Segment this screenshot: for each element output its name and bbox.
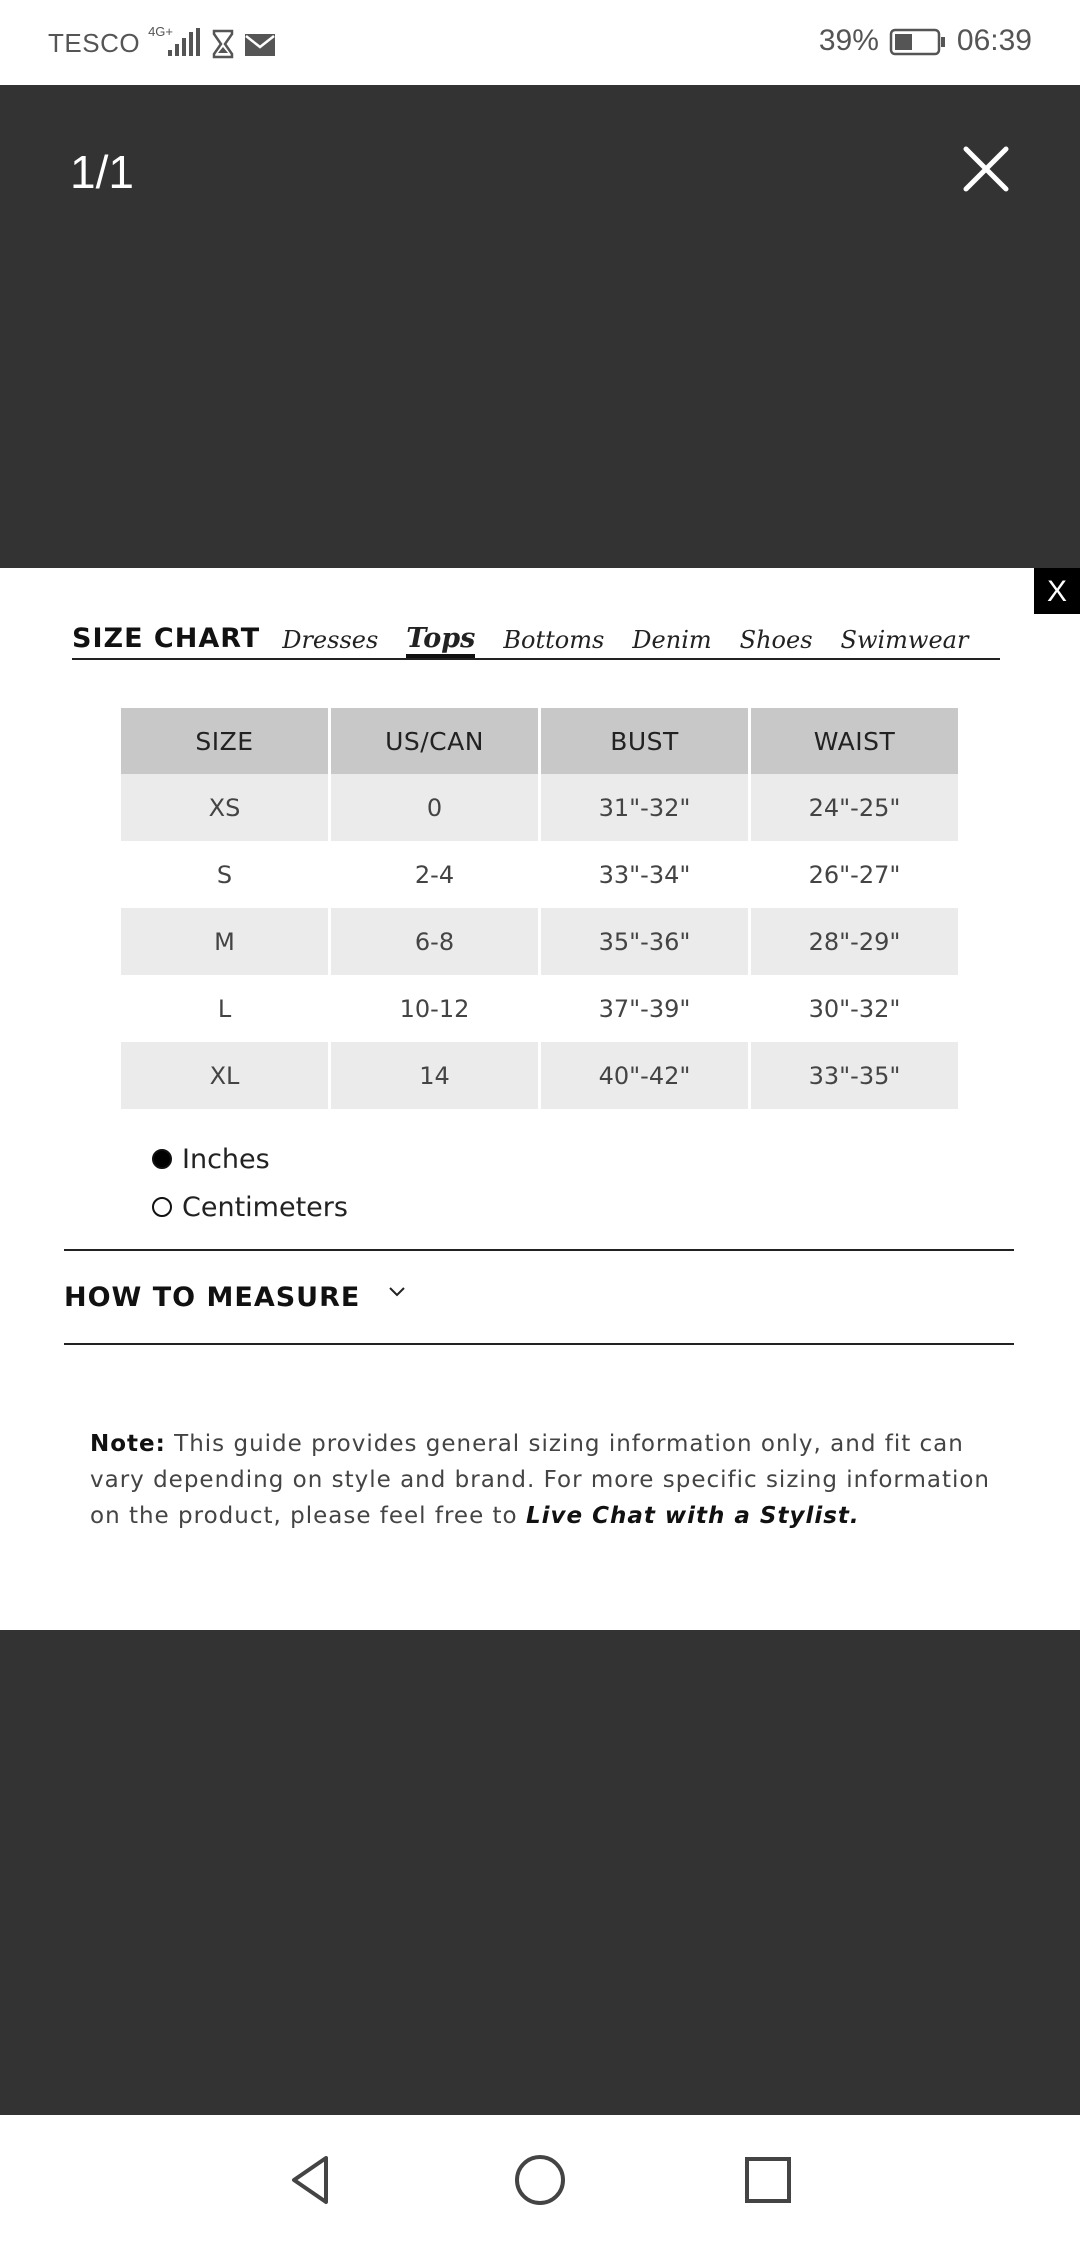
note-body: This guide provides general sizing information only, and fit can vary depending on style and brand. For more specific sizing information on the product, please feel free to bbox=[90, 1431, 991, 1529]
status-right bbox=[819, 24, 1032, 58]
table-cell: 6-8 bbox=[331, 908, 538, 975]
close-icon[interactable] bbox=[958, 141, 1014, 197]
table-cell: S bbox=[216, 860, 233, 889]
unit-option-centimeters[interactable] bbox=[152, 1183, 348, 1231]
how-to-measure-label: HOW TO MEASURE bbox=[64, 1281, 361, 1313]
network-type-label: 4G+ bbox=[148, 24, 174, 39]
recents-square-icon[interactable] bbox=[738, 2150, 798, 2210]
page-counter: 1/1 bbox=[70, 146, 134, 198]
header-waist: WAIST bbox=[751, 708, 958, 774]
header-size: SIZE bbox=[121, 708, 328, 774]
table-cell: 33"-34" bbox=[598, 860, 691, 889]
table-cell: 33"-35" bbox=[751, 1042, 958, 1109]
live-chat-link[interactable]: Live Chat with a Stylist. bbox=[525, 1503, 860, 1529]
table-row bbox=[121, 908, 958, 975]
table-cell: 30"-32" bbox=[808, 994, 901, 1023]
tab-shoes[interactable]: Shoes bbox=[739, 626, 813, 654]
table-cell: L bbox=[217, 994, 232, 1023]
mail-icon bbox=[244, 28, 276, 59]
unit-label-centimeters: Centimeters bbox=[182, 1191, 348, 1223]
tab-bottoms[interactable]: Bottoms bbox=[503, 626, 605, 654]
header-us-can: US/CAN bbox=[331, 708, 538, 774]
status-bar bbox=[0, 0, 1080, 85]
table-cell: 31"-32" bbox=[541, 774, 748, 841]
carrier-label: TESCO bbox=[48, 27, 141, 58]
tab-dresses[interactable]: Dresses bbox=[282, 626, 379, 654]
chevron-down-icon bbox=[388, 1285, 406, 1303]
table-cell: 2-4 bbox=[414, 860, 455, 889]
how-to-measure-toggle[interactable] bbox=[64, 1249, 1014, 1345]
table-row bbox=[121, 1042, 958, 1109]
hourglass-icon bbox=[210, 27, 236, 59]
table-row bbox=[121, 841, 958, 908]
battery-icon bbox=[889, 24, 947, 58]
size-chart-image bbox=[0, 568, 1080, 1630]
unit-selector bbox=[152, 1135, 348, 1231]
battery-percent: 39% bbox=[818, 24, 879, 57]
system-nav-bar bbox=[0, 2115, 1080, 2244]
table-header-row bbox=[121, 708, 958, 774]
table-cell: M bbox=[121, 908, 328, 975]
table-cell: 14 bbox=[331, 1042, 538, 1109]
tab-tops[interactable]: Tops bbox=[406, 623, 475, 658]
table-row bbox=[121, 774, 958, 841]
status-left bbox=[48, 26, 276, 60]
size-chart-header bbox=[72, 620, 1000, 660]
home-circle-icon[interactable] bbox=[510, 2150, 570, 2210]
size-chart-title: SIZE CHART bbox=[72, 623, 261, 654]
table-cell: XL bbox=[121, 1042, 328, 1109]
header-bust: BUST bbox=[541, 708, 748, 774]
radio-checked-icon[interactable] bbox=[152, 1149, 172, 1169]
unit-option-inches[interactable] bbox=[152, 1135, 348, 1183]
table-cell: 24"-25" bbox=[751, 774, 958, 841]
size-chart-close-button[interactable]: X bbox=[1034, 568, 1080, 614]
size-table bbox=[118, 708, 961, 1109]
table-cell: 26"-27" bbox=[808, 860, 901, 889]
note-lead: Note: bbox=[90, 1431, 166, 1457]
tab-denim[interactable]: Denim bbox=[632, 626, 712, 654]
table-cell: 35"-36" bbox=[541, 908, 748, 975]
table-cell: 37"-39" bbox=[598, 994, 691, 1023]
table-cell: XS bbox=[121, 774, 328, 841]
clock: 06:39 bbox=[956, 24, 1032, 57]
radio-unchecked-icon[interactable] bbox=[152, 1197, 172, 1217]
sizing-note bbox=[90, 1426, 990, 1534]
table-cell: 10-12 bbox=[399, 994, 470, 1023]
back-triangle-icon[interactable] bbox=[280, 2150, 340, 2210]
table-cell: 0 bbox=[331, 774, 538, 841]
unit-label-inches: Inches bbox=[182, 1143, 270, 1175]
table-cell: 40"-42" bbox=[541, 1042, 748, 1109]
table-cell: 28"-29" bbox=[751, 908, 958, 975]
table-row bbox=[121, 975, 958, 1042]
image-viewer-bottom bbox=[0, 1630, 1080, 2115]
network-signal-icon bbox=[148, 26, 202, 60]
tab-swimwear[interactable]: Swimwear bbox=[840, 626, 969, 654]
image-viewer-top bbox=[0, 85, 1080, 568]
